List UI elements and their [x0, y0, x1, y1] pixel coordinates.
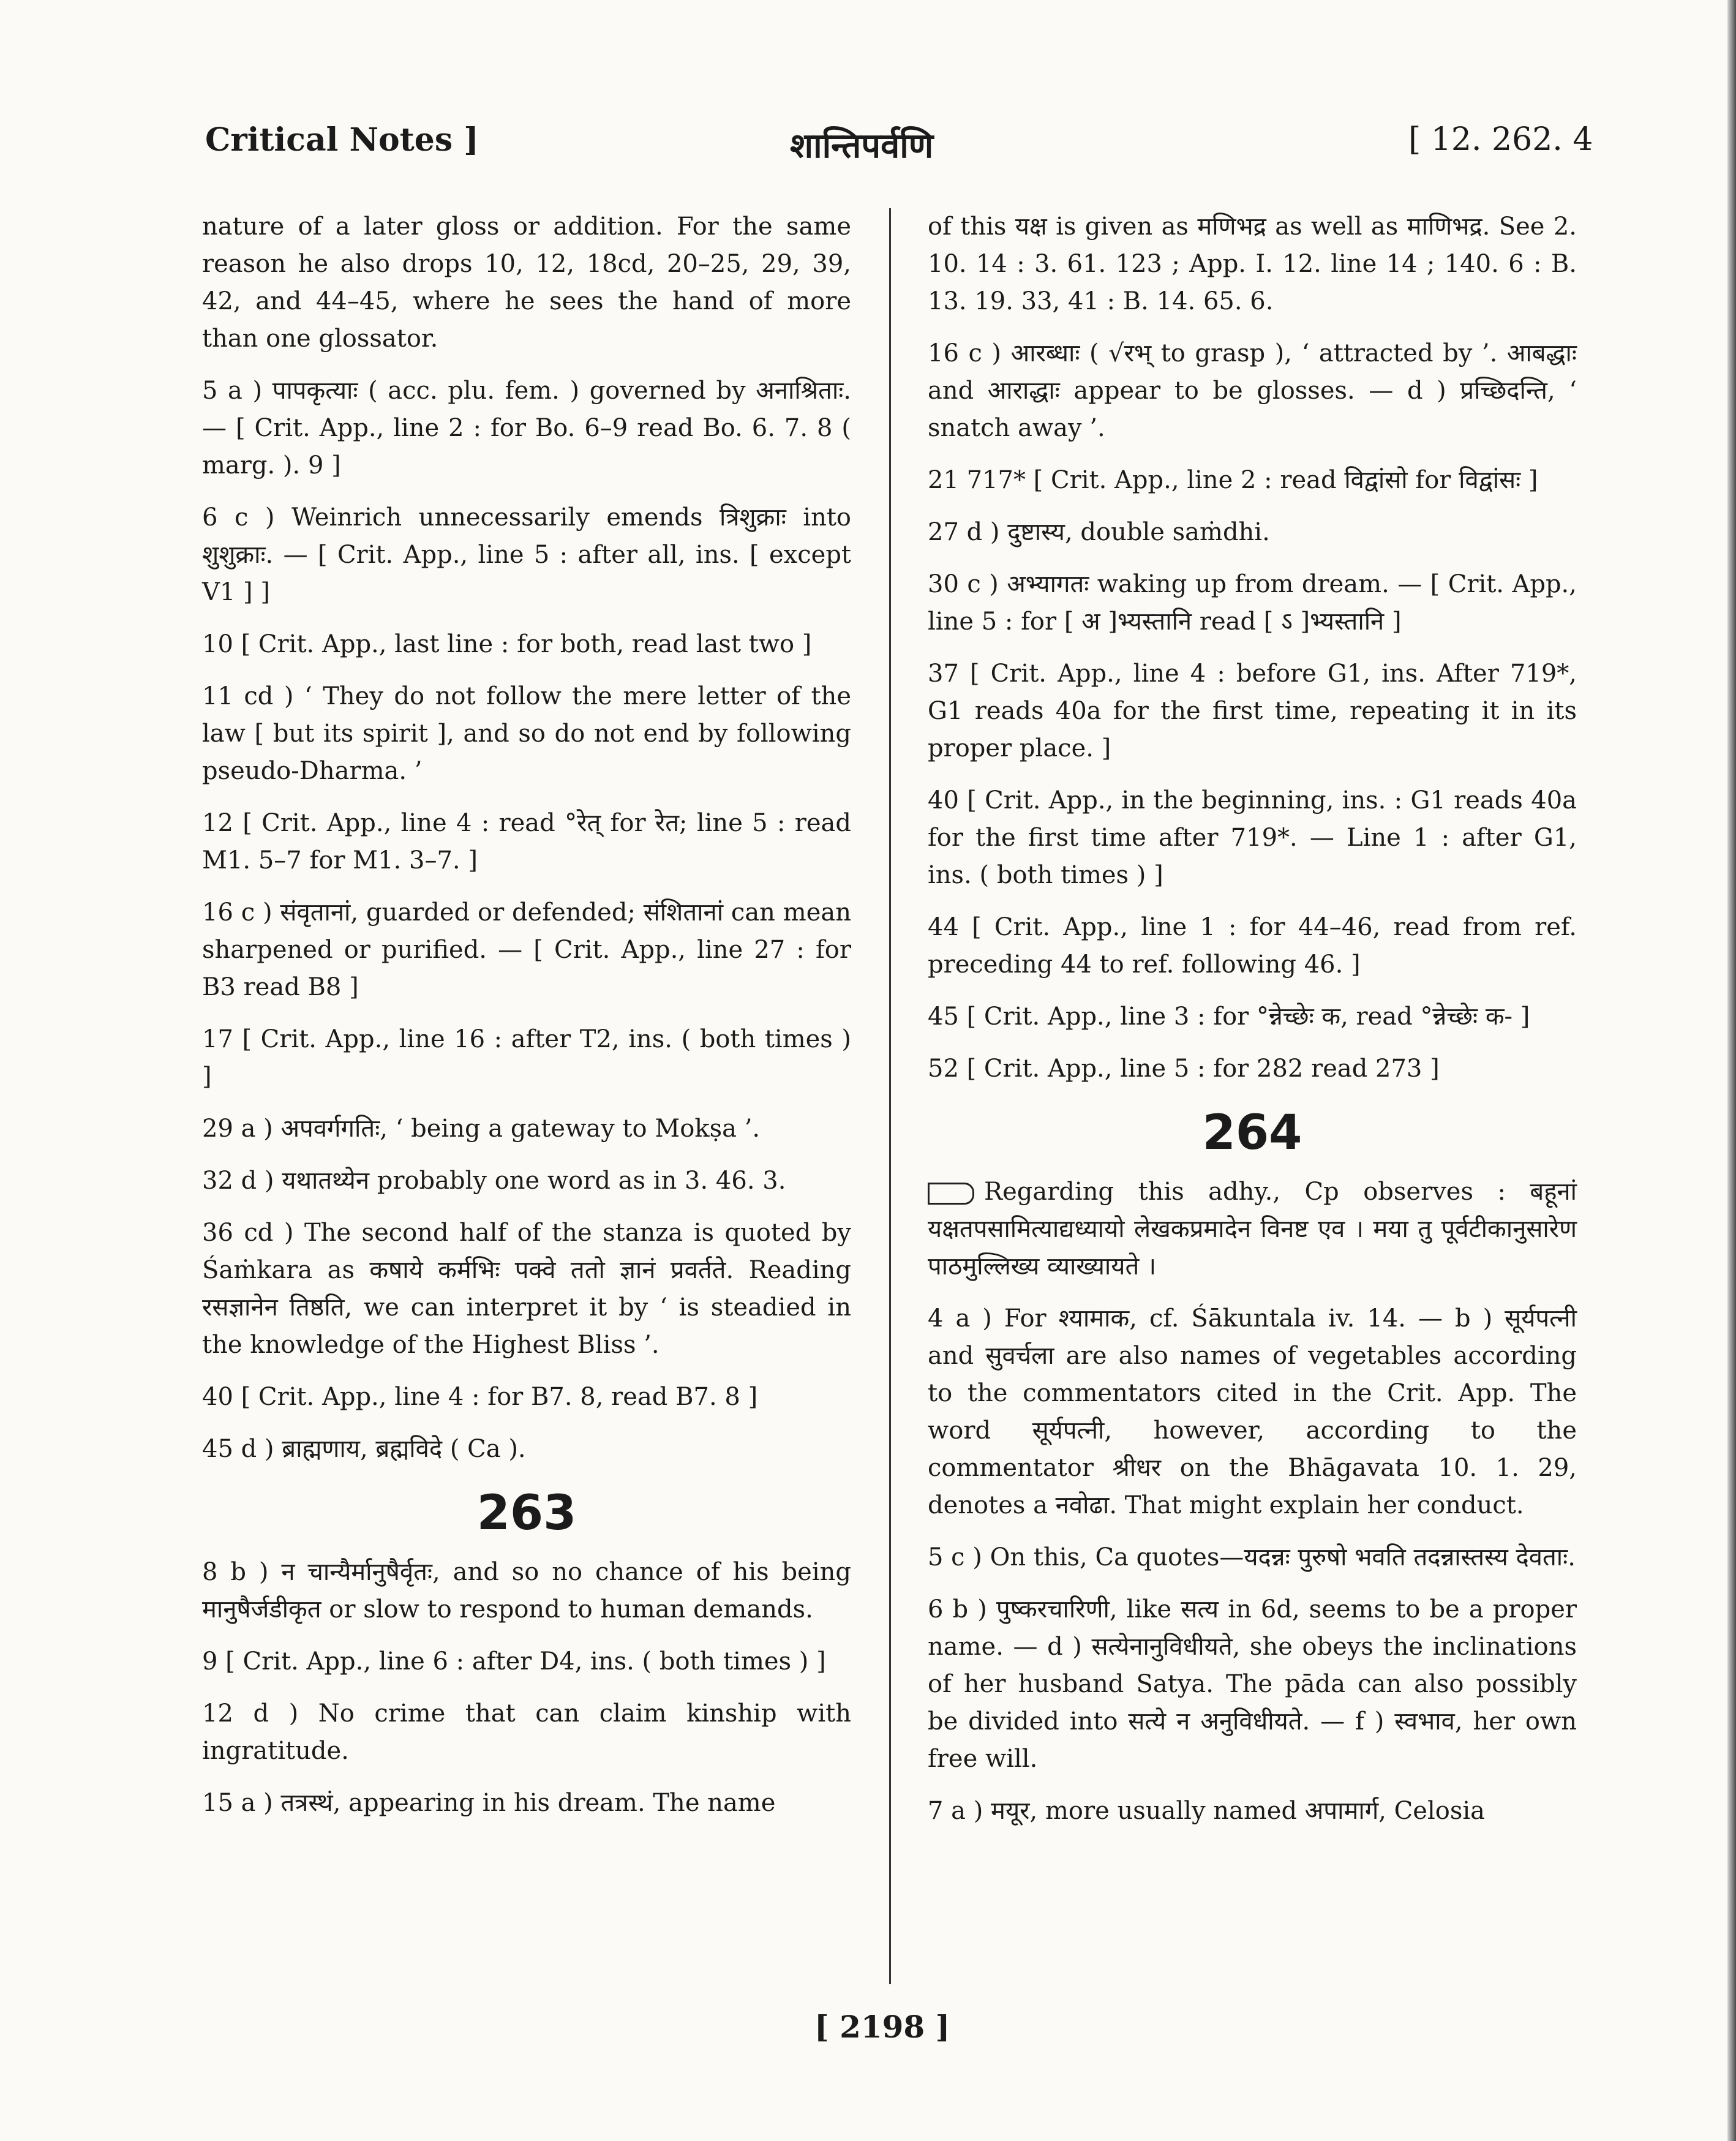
critical-note: 29 a ) अपवर्गगतिः, ‘ being a gateway to Mokṣa ’. [202, 1115, 761, 1143]
note-text: Regarding this adhy., Cp observes : बहूनां यक्षतपसामित्याद्यध्यायो लेखकप्रमादेन विनष्ट एव । मया तु पूर्वटीकानुसारेण पाठमुल्लिख्य व्याख्यायते । [928, 1178, 1577, 1281]
critical-note: 37 [ Crit. App., line 4 : before G1, ins. After 719*, G1 reads 40a for the first time, repeating it in its proper place. ] [928, 660, 1577, 762]
critical-note: 7 a ) मयूर, more usually named अपामार्ग, Celosia [928, 1797, 1485, 1825]
critical-note: 16 c ) संवृतानां, guarded or defended; संशितानां can mean sharpened or purified. — [ Crit. App., line 27 : for B3 read B8 ] [202, 898, 851, 1001]
critical-note: 17 [ Crit. App., line 16 : after T2, ins. ( both times ) ] [202, 1025, 851, 1091]
pointing-hand-icon [928, 1183, 974, 1205]
running-header-title: शान्तिपर्वणि [790, 126, 934, 166]
critical-note: 21 717* [ Crit. App., line 2 : read विद्वांसो for विद्वांसः ] [928, 466, 1538, 494]
critical-note: 5 c ) On this, Ca quotes—यदन्नः पुरुषो भवति तदन्नास्तस्य देवताः. [928, 1543, 1576, 1571]
critical-note: 16 c ) आरब्धाः ( √रभ् to grasp ), ‘ attracted by ’. आबद्धाः and आराद्धाः appear to be glosses. — d ) प्रच्छिदन्ति, ‘ snatch away ’. [928, 339, 1577, 442]
critical-note: of this यक्ष is given as मणिभद्र as well as माणिभद्र. See 2. 10. 14 : 3. 61. 123 ; App. I. 12. line 14 ; 140. 6 : B. 13. 19. 33, 41 : B. 14. 65. 6. [928, 213, 1577, 315]
critical-note: 6 b ) पुष्करचारिणी, like सत्य in 6d, seems to be a proper name. — d ) सत्येनानुविधीयते, she obeys the inclinations of her husband Satya. The pāda can also possibly be divided into सत्ये न अनुविधीयते. — f ) स्वभाव, her own free will. [928, 1595, 1577, 1773]
critical-note: 11 cd ) ‘ They do not follow the mere letter of the law [ but its spirit ], and so do not end by following pseudo-Dharma. ’ [202, 682, 851, 785]
critical-note: 52 [ Crit. App., line 5 : for 282 read 273 ] [928, 1055, 1440, 1083]
critical-note: 30 c ) अभ्यागतः waking up from dream. — [ Crit. App., line 5 : for [ अ ]भ्यस्तानि read [ ऽ ]भ्यस्तानि ] [928, 570, 1577, 636]
critical-note: 12 [ Crit. App., line 4 : read °रेत् for रेत; line 5 : read M1. 5–7 for M1. 3–7. ] [202, 809, 851, 875]
critical-note: nature of a later gloss or addition. For the same reason he also drops 10, 12, 18cd, 20–25, 29, 39, 42, and 44–45, where he sees the hand of more than one glossator. [202, 213, 851, 353]
critical-note: 5 a ) पापकृत्याः ( acc. plu. fem. ) governed by अनाश्रिताः. — [ Crit. App., line 2 : for Bo. 6–9 read Bo. 6. 7. 8 ( marg. ). 9 ] [202, 377, 851, 480]
critical-note: 44 [ Crit. App., line 1 : for 44–46, read from ref. preceding 44 to ref. following 46. ] [928, 913, 1577, 979]
critical-note: 45 [ Crit. App., line 3 : for °न्नेच्छेः क, read °न्नेच्छेः क- ] [928, 1003, 1530, 1031]
critical-note: 40 [ Crit. App., line 4 : for B7. 8, read B7. 8 ] [202, 1383, 758, 1411]
adhyaya-heading: 264 [1202, 1105, 1302, 1161]
page-number: [ 2198 ] [814, 2009, 950, 2045]
critical-note: 40 [ Crit. App., in the beginning, ins. : G1 reads 40a for the first time after 719*. — Line 1 : after G1, ins. ( both times ) ] [928, 786, 1577, 889]
critical-note: 27 d ) दुष्टास्य, double saṁdhi. [928, 518, 1270, 546]
critical-note: 8 b ) न चान्यैर्मानुषैर्वृतः, and so no chance of his being मानुषैर्जडीकृत or slow to respond to human demands. [202, 1558, 851, 1624]
critical-note: 36 cd ) The second half of the stanza is quoted by Śaṁkara as कषाये कर्मभिः पक्वे ततो ज्ञानं प्रवर्तते. Reading रसज्ञानेन तिष्ठति, we can interpret it by ‘ is steadied in the knowledge of the Highest Bliss ’. [202, 1219, 851, 1359]
running-header-left: Critical Notes ] [205, 121, 479, 159]
running-header-reference: [ 12. 262. 4 [1408, 121, 1593, 158]
adhyaya-heading: 263 [476, 1486, 577, 1541]
critical-note: 12 d ) No crime that can claim kinship with ingratitude. [202, 1699, 851, 1765]
page-edge-shadow [1727, 0, 1736, 2141]
column-divider [889, 208, 891, 1984]
right-column [928, 208, 1577, 1845]
critical-note [928, 1173, 1577, 1285]
critical-note: 6 c ) Weinrich unnecessarily emends त्रिशुक्राः into शुशुक्राः. — [ Crit. App., line 5 : after all, ins. [ except V1 ] ] [202, 503, 851, 606]
critical-note: 10 [ Crit. App., last line : for both, read last two ] [202, 630, 812, 658]
critical-note: 15 a ) तत्रस्थं, appearing in his dream. The name [202, 1789, 776, 1817]
critical-note: 32 d ) यथातथ्येन probably one word as in 3. 46. 3. [202, 1167, 786, 1195]
critical-note: 4 a ) For श्यामाक, cf. Śākuntala iv. 14. — b ) सूर्यपत्नी and सुवर्चला are also names of vegetables according to the commentators cited in the Crit. App. The word सूर्यपत्नी, however, according to the commentator श्रीधर on the Bhāgavata 10. 1. 29, denotes a नवोढा. That might explain her conduct. [928, 1304, 1577, 1519]
critical-note: 45 d ) ब्राह्मणाय, ब्रह्मविदे ( Ca ). [202, 1435, 526, 1463]
critical-note: 9 [ Crit. App., line 6 : after D4, ins. ( both times ) ] [202, 1647, 826, 1676]
left-column [202, 208, 851, 1837]
